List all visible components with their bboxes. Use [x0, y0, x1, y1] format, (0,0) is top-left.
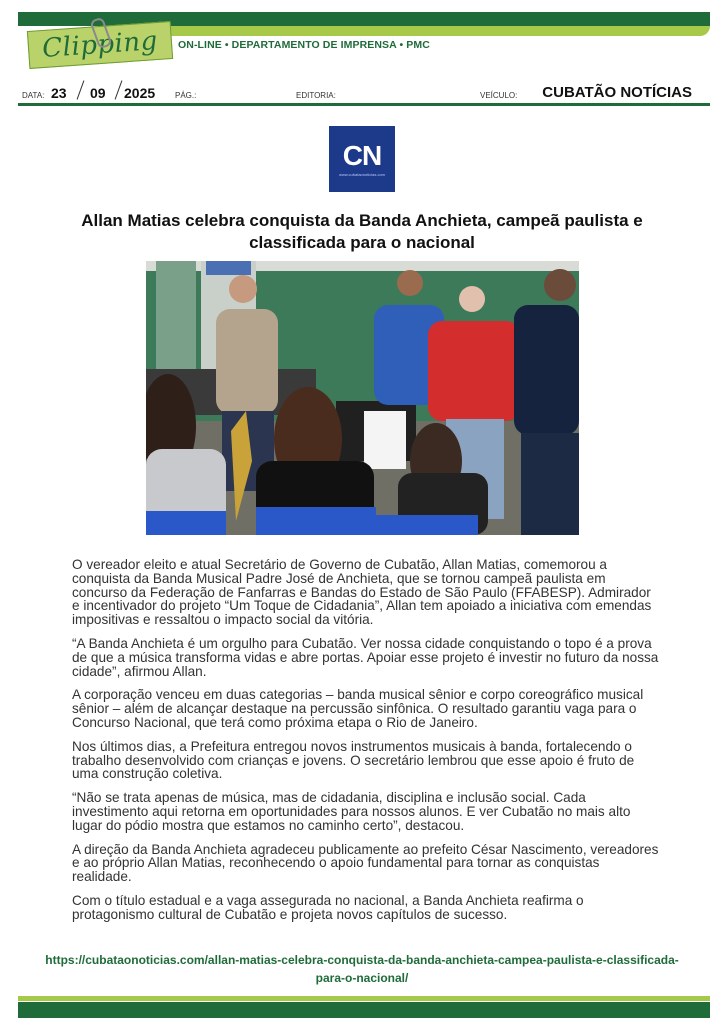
- date-label: DATA:: [22, 91, 45, 100]
- date-month: 09: [90, 85, 106, 101]
- article-paragraph: Nos últimos dias, a Prefeitura entregou novos instrumentos musicais à banda, fortalecendo o trabalho desenvolvido com crianças e jovens. O secretário lembrou que esse apoio é fruto de uma construção coletiva.: [72, 738, 635, 782]
- editoria-label: EDITORIA:: [296, 91, 336, 100]
- article-title: Allan Matias celebra conquista da Banda Anchieta, campeã paulista e classificada para o nacional: [81, 211, 643, 252]
- logo-mark: CN: [342, 139, 382, 171]
- date-day: 23: [51, 85, 67, 101]
- department-line: ON-LINE • DEPARTAMENTO DE IMPRENSA • PMC: [178, 39, 430, 51]
- article-paragraph: “Não se trata apenas de música, mas de cidadania, disciplina e inclusão social. Cada investimento aqui retorna em oportunidades para nossos alunos. E ver Cubatão no mais alto lugar do pódio mostra que estamos no caminho certo”, destacou.: [72, 790, 631, 833]
- vehicle-label: VEÍCULO:: [480, 91, 518, 100]
- article-paragraph: “A Banda Anchieta é um orgulho para Cubatão. Ver nossa cidade conquistando o topo é a prova de que a música transforma vidas e abre portas. Apoiar esse projeto é investir no futuro da nossa cidade”, afirmou Allan.: [72, 635, 659, 679]
- footer-bar: [18, 1002, 710, 1018]
- header-accent-bar: [150, 26, 710, 36]
- source-url-link[interactable]: https://cubataonoticias.com/allan-matias-celebra-conquista-da-banda-anchieta-campea-paulista-e-classificada-para-o-nacional/: [45, 953, 679, 985]
- header-divider: [18, 103, 710, 106]
- article-paragraph: A direção da Banda Anchieta agradeceu publicamente ao prefeito César Nascimento, vereadores e ao próprio Allan Matias, reconhecendo o apoio fundamental para tornar as conquistas realidade.: [72, 841, 659, 885]
- date-year: 2025: [124, 85, 156, 101]
- publication-logo: [329, 126, 395, 192]
- article-photo: [146, 261, 579, 535]
- article-body: [72, 558, 662, 932]
- logo-url-text: www.cubataonoticias.com: [338, 171, 386, 177]
- footer-accent-bar: [18, 996, 710, 1001]
- date-separator: [115, 80, 123, 99]
- article-paragraph: O vereador eleito e atual Secretário de Governo de Cubatão, Allan Matias, comemorou a conquista da Banda Musical Padre José de Anchieta, que se tornou campeã paulista em concurso da Federação de Fanfarras e Bandas do Estado de São Paulo (FFABESP). Admirador e incentivador do projeto “Um Toque de Cidadania”, Allan tem apoiado a iniciativa com emendas impositivas e ressaltou o impacto social da vitória.: [72, 557, 652, 628]
- article-paragraph: Com o título estadual e a vaga assegurada no nacional, a Banda Anchieta reafirma o protagonismo cultural de Cubatão e projeta novos capítulos de sucesso.: [72, 892, 584, 922]
- info-line: [18, 80, 710, 102]
- clipping-badge-text: Clipping: [41, 26, 159, 64]
- page-label: PÁG.:: [175, 91, 197, 100]
- date-separator: [77, 80, 85, 99]
- article-paragraph: A corporação venceu em duas categorias – banda musical sênior e corpo coreográfico musical sênior – além de alcançar destaque na percussão sinfônica. O resultado garantiu vaga para o Concurso Nacional, que terá como próxima etapa o Rio de Janeiro.: [72, 687, 644, 730]
- vehicle-name: CUBATÃO NOTÍCIAS: [542, 84, 692, 101]
